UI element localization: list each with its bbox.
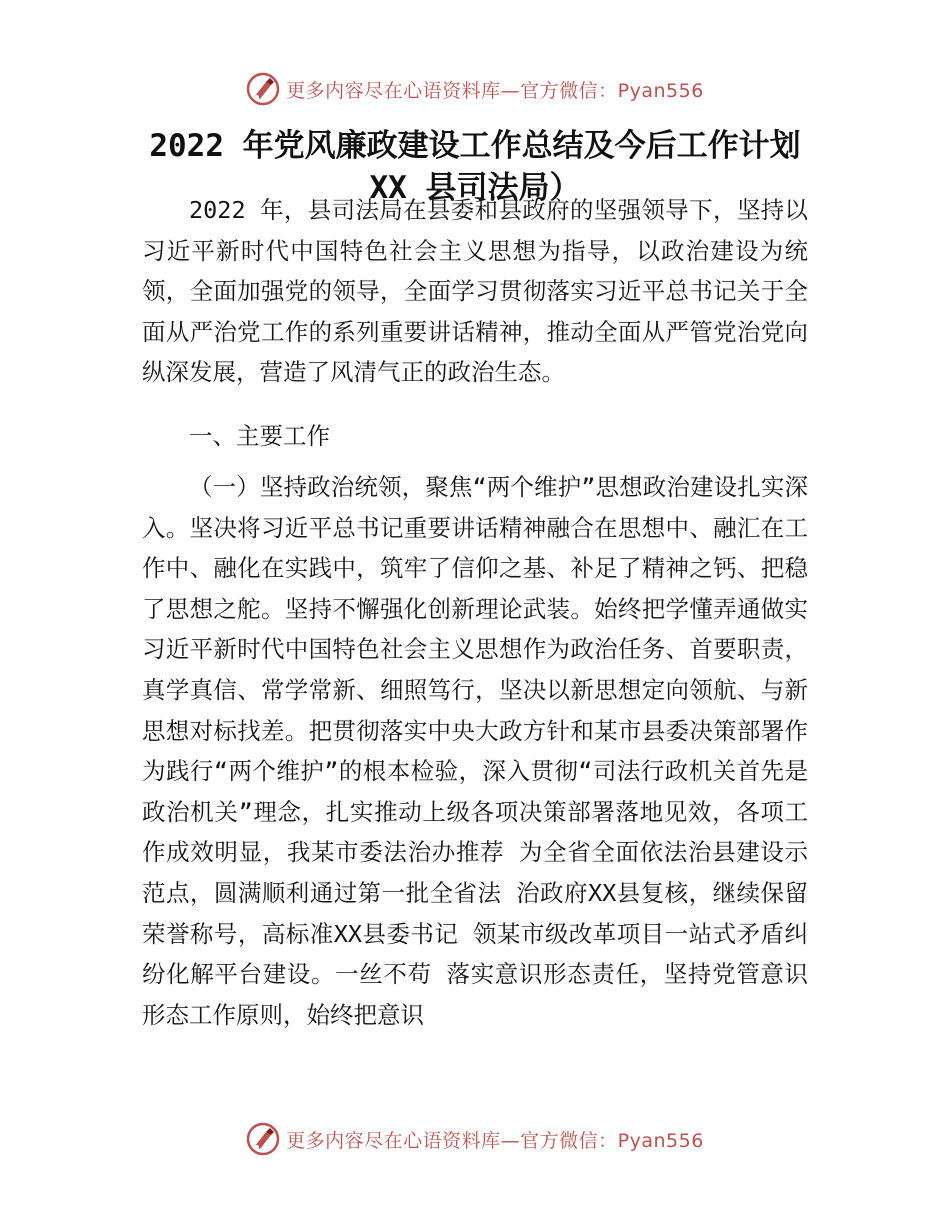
watermark-text: 更多内容尽在心语资料库—官方微信：Pyan556: [286, 1129, 704, 1152]
brand-logo-icon: [246, 1122, 280, 1156]
document-title: 2022 年党风廉政建设工作总结及今后工作计划: [149, 128, 801, 164]
intro-paragraph: 2022 年，县司法局在县委和县政府的坚强领导下，坚持以习近平新时代中国特色社会主义思想为指导，以政治建设为统领，全面加强党的领导，全面学习贯彻落实习近平总书记关于全面从严治党工作的系列重要讲话精神，推动全面从严管党治党向纵深发展，营造了风清气正的政治生态。: [142, 196, 808, 387]
section-paragraph: （一）坚持政治统领，聚焦“两个维护”思想政治建设扎实深入。坚决将习近平总书记重要讲话精神融合在思想中、融汇在工作中、融化在实践中，筑牢了信仰之基、补足了精神之钙、把稳了思想之舵。坚持不懈强化创新理论武装。始终把学懂弄通做实习近平新时代中国特色社会主义思想作为政治任务、首要职责，真学真信、常学常新、细照笃行，坚决以新思想定向领航、与新思想对标找差。把贯彻落实中央大政方针和某市县委决策部署作为践行“两个维护”的根本检验，深入贯彻“司法行政机关首先是政治机关”理念，扎实推动上级各项决策部署落地见效，各项工作成效明显，我某市委法治办推荐 为全省全面依法治县建设示范点，圆满顺利通过第一批全省法 治政府XX县复核，继续保留荣誉称号，高标准XX县委书记 领某市级改革项目一站式矛盾纠纷化解平台建设。一丝不苟 落实意识形态责任，坚持党管意识形态工作原则，始终把意识: [142, 473, 808, 1029]
document-subtitle: XX 县司法局）: [369, 170, 581, 206]
watermark-banner-bottom: [0, 1114, 950, 1164]
watermark-text: 更多内容尽在心语资料库—官方微信：Pyan556: [286, 79, 704, 102]
section-heading: 一、主要工作: [189, 422, 330, 450]
brand-logo-icon: [246, 72, 280, 106]
watermark-banner-top: [0, 64, 950, 114]
